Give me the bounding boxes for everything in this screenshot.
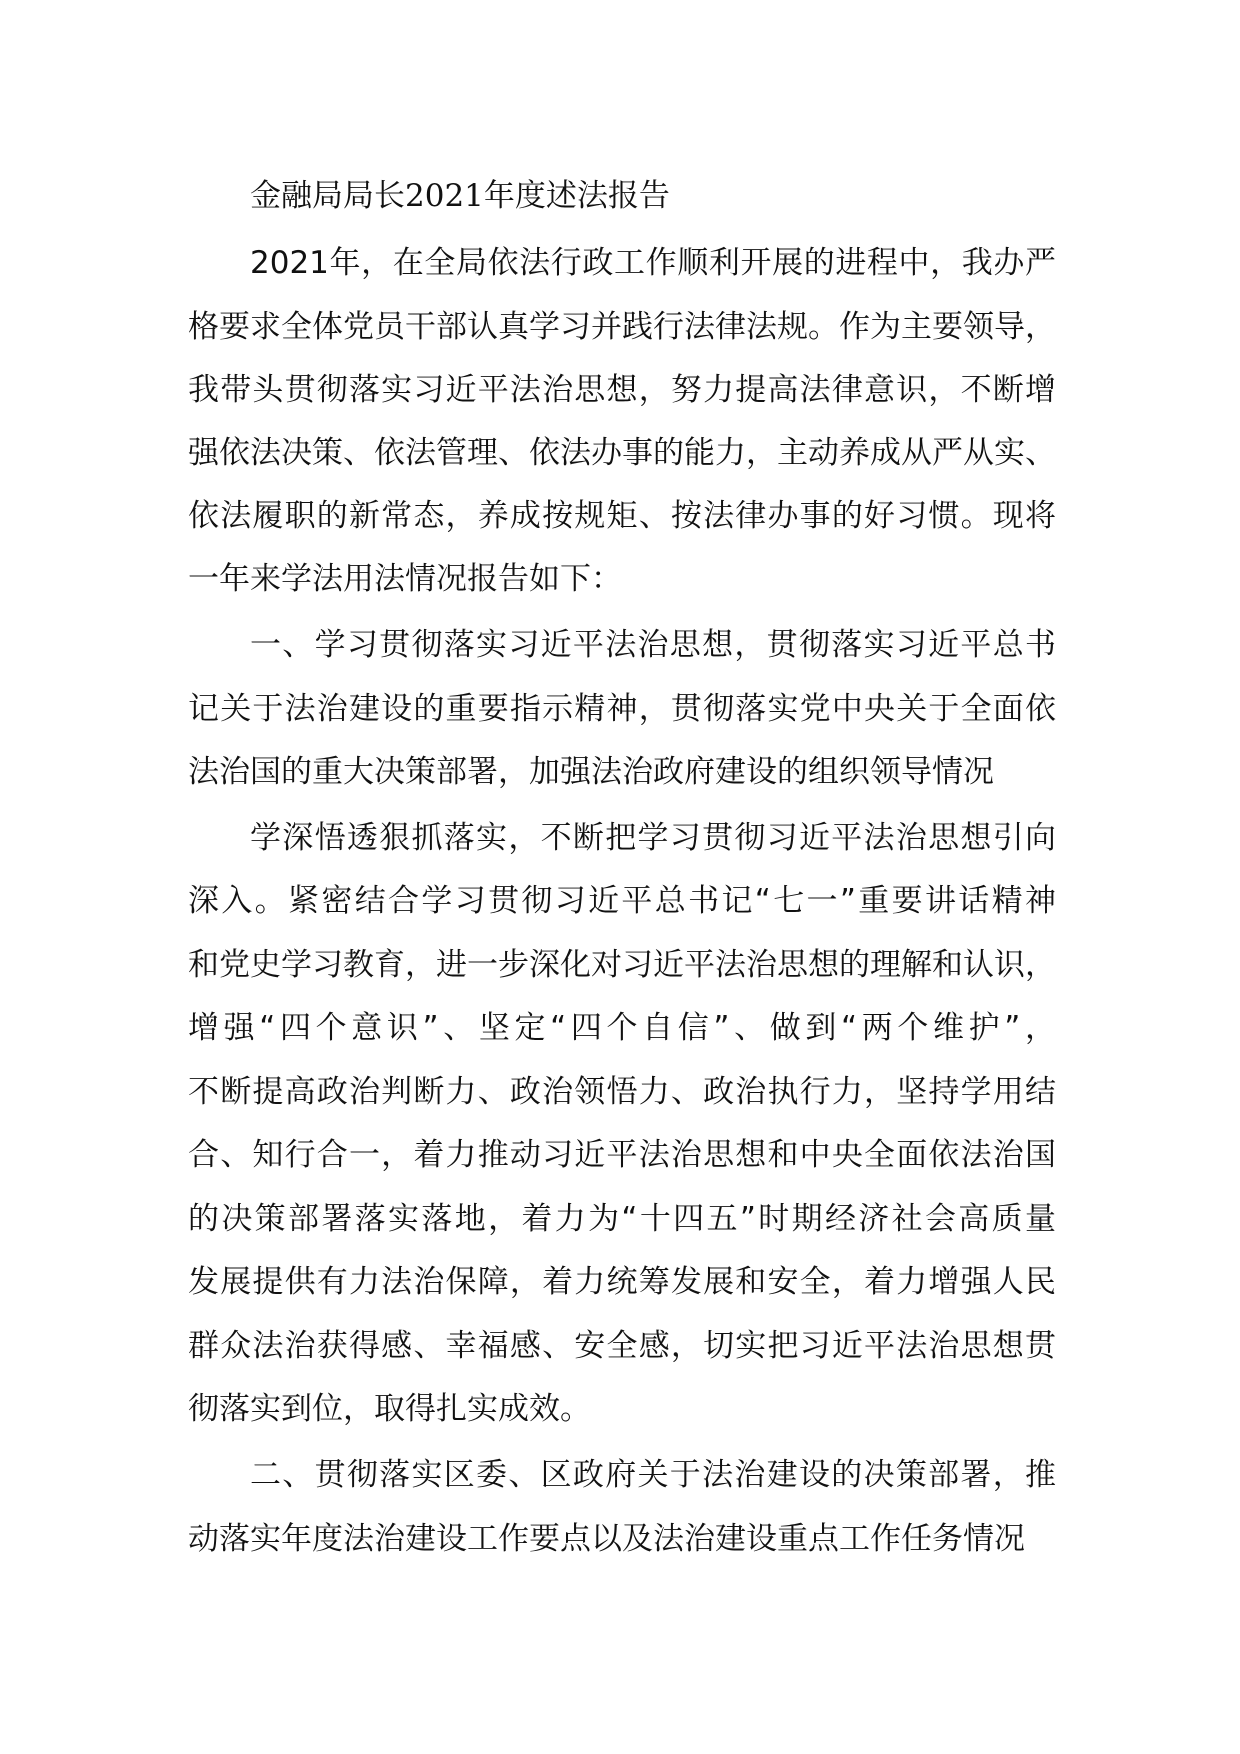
paragraph-1-line-5: 依法履职的新常态，养成按规矩、按法律办事的好习惯。现将 <box>188 498 1056 534</box>
paragraph-1-line-1: 2021年，在全局依法行政工作顺利开展的进程中，我办严 <box>250 245 1056 281</box>
paragraph-2-line-7: 的决策部署落实落地，着力为“十四五”时期经济社会高质量 <box>188 1201 1056 1237</box>
paragraph-2-line-8: 发展提供有力法治保障，着力统筹发展和安全，着力增强人民 <box>188 1264 1056 1300</box>
heading-1-line-3: 法治国的重大决策部署，加强法治政府建设的组织领导情况 <box>188 754 994 790</box>
heading-2-line-1: 二、贯彻落实区委、区政府关于法治建设的决策部署，推 <box>250 1457 1056 1493</box>
paragraph-1-line-6: 一年来学法用法情况报告如下： <box>188 561 622 597</box>
paragraph-2-line-9: 群众法治获得感、幸福感、安全感，切实把习近平法治思想贯 <box>188 1328 1056 1364</box>
paragraph-2-line-4: 增强“四个意识”、坚定“四个自信”、做到“两个维护”， <box>188 1010 1056 1046</box>
paragraph-1-line-2: 格要求全体党员干部认真学习并践行法律法规。作为主要领导， <box>188 309 1056 345</box>
paragraph-1-line-3: 我带头贯彻落实习近平法治思想，努力提高法律意识，不断增 <box>188 372 1056 408</box>
heading-1-line-2: 记关于法治建设的重要指示精神，贯彻落实党中央关于全面依 <box>188 691 1056 727</box>
paragraph-1-line-4: 强依法决策、依法管理、依法办事的能力，主动养成从严从实、 <box>188 435 1056 471</box>
document-title: 金融局局长2021年度述法报告 <box>250 178 670 214</box>
paragraph-2-line-10: 彻落实到位，取得扎实成效。 <box>188 1391 591 1427</box>
paragraph-2-line-2: 深入。紧密结合学习贯彻习近平总书记“七一”重要讲话精神 <box>188 883 1056 919</box>
paragraph-2-line-5: 不断提高政治判断力、政治领悟力、政治执行力，坚持学用结 <box>188 1074 1056 1110</box>
paragraph-2-line-1: 学深悟透狠抓落实，不断把学习贯彻习近平法治思想引向 <box>250 820 1056 856</box>
paragraph-2-line-3: 和党史学习教育，进一步深化对习近平法治思想的理解和认识， <box>188 947 1056 983</box>
heading-1-line-1: 一、学习贯彻落实习近平法治思想，贯彻落实习近平总书 <box>250 627 1056 663</box>
paragraph-2-line-6: 合、知行合一，着力推动习近平法治思想和中央全面依法治国 <box>188 1137 1056 1173</box>
heading-2-line-2: 动落实年度法治建设工作要点以及法治建设重点工作任务情况 <box>188 1521 1025 1557</box>
